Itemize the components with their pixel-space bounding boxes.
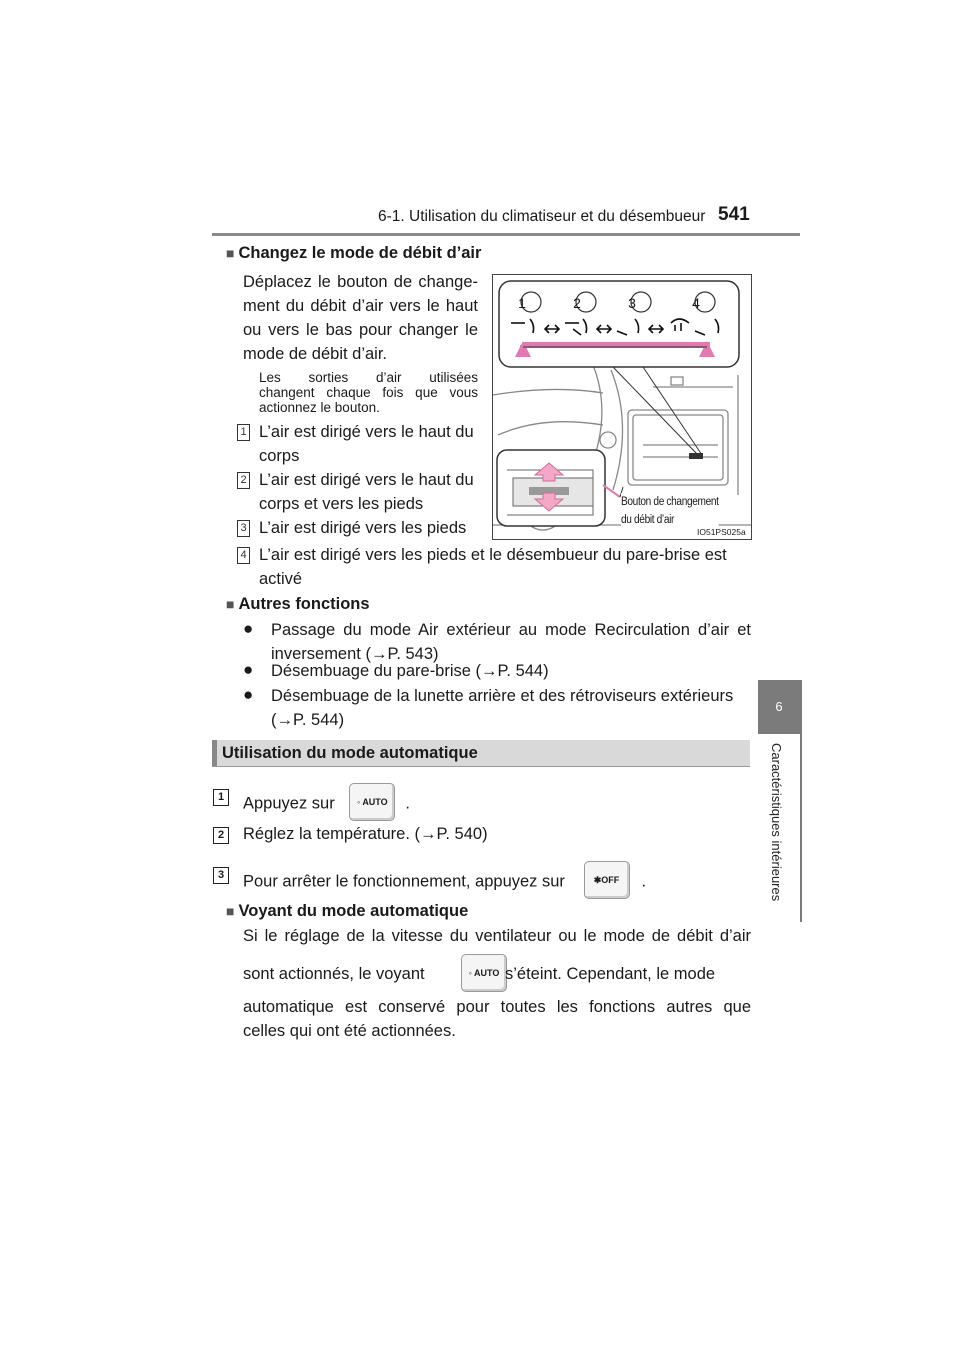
airflow-item-2: 2 L’air est dirigé vers le haut du corps et vers les pieds [237,468,482,516]
item-number: 4 [237,547,250,564]
square-bullet-icon: ■ [226,245,235,261]
other-bullet-1: ● Passage du mode Air extérieur au mode Recirculation d’air et inversement (→P. 543) [243,619,751,663]
airflow-heading: ■ Changez le mode de débit d’air [226,244,482,262]
section-bar-accent [212,740,217,766]
indicator-line-4: celles qui ont été actionnées. [243,1022,456,1040]
item-number: 2 [237,472,250,489]
square-bullet-icon: ■ [226,596,235,612]
step-number: 1 [213,789,229,806]
indicator-line-3: automatique est conservé pour toutes les fonctions autres que [243,998,751,1016]
step-1: Appuyez sur ◦ AUTO . [243,785,410,823]
auto-indicator-icon: ◦ AUTO [461,954,507,992]
indicator-line-2: sont actionnés, le voyant ◦ AUTO s’éteint. Cependant, le mode [243,962,751,986]
airflow-item-4: 4 L’air est dirigé vers les pieds et le désembueur du pare-brise est activé [237,543,752,591]
header-rule [212,233,800,236]
page-number: 541 [718,204,750,225]
mode-label-2: 2 [573,295,581,311]
other-heading: ■ Autres fonctions [226,595,370,613]
section-title: Utilisation du mode automatique [222,744,478,762]
figure-code: IO51PS025a [697,527,746,537]
chapter-tab-line [800,680,802,922]
other-bullet-2: ● Désembuage du pare-brise (→P. 544) [243,660,549,680]
mode-label-1: 1 [518,295,526,311]
chapter-tab: 6 [758,680,800,734]
chapter-title: Caractéristiques intérieures [769,743,784,902]
other-bullet-3: ● Désembuage de la lunette arrière et des rétroviseurs extérieurs (→P. 544) [243,685,734,729]
airflow-item-1: 1 L’air est dirigé vers le haut du corps [237,420,482,468]
bullet-icon: ● [243,619,254,638]
mode-label-3: 3 [628,295,636,311]
auto-button-icon: ◦ AUTO [349,783,395,821]
bullet-icon: ● [243,660,254,679]
square-bullet-icon: ■ [226,903,235,919]
airflow-item-3: 3 L’air est dirigé vers les pieds [237,516,482,540]
step-2: Réglez la température. (→P. 540) [243,825,488,843]
indicator-line-1: Si le réglage de la vitesse du ventilateur ou le mode de débit d’air [243,927,751,945]
airflow-figure [492,274,752,540]
bullet-icon: ● [243,685,254,704]
step-number: 3 [213,867,229,884]
mode-label-4: 4 [692,295,700,311]
section-heading: 6-1. Utilisation du climatiseur et du désembueur [378,208,706,225]
figure-callout: Bouton de changement du débit d’air [621,493,719,529]
step-3: Pour arrêter le fonctionnement, appuyez sur ✱OFF . [243,863,646,901]
step-number: 2 [213,827,229,844]
fan-off-button-icon: ✱OFF [584,861,630,899]
airflow-note: Les sorties d’air utilisées changent chaque fois que vous actionnez le bouton. [259,370,478,415]
indicator-heading: ■ Voyant du mode automatique [226,902,469,920]
item-number: 3 [237,520,250,537]
item-number: 1 [237,424,250,441]
airflow-intro: Déplacez le bouton de change- ment du débit d’air vers le haut ou vers le bas pour changer le mode de débit d’air. [243,273,478,363]
